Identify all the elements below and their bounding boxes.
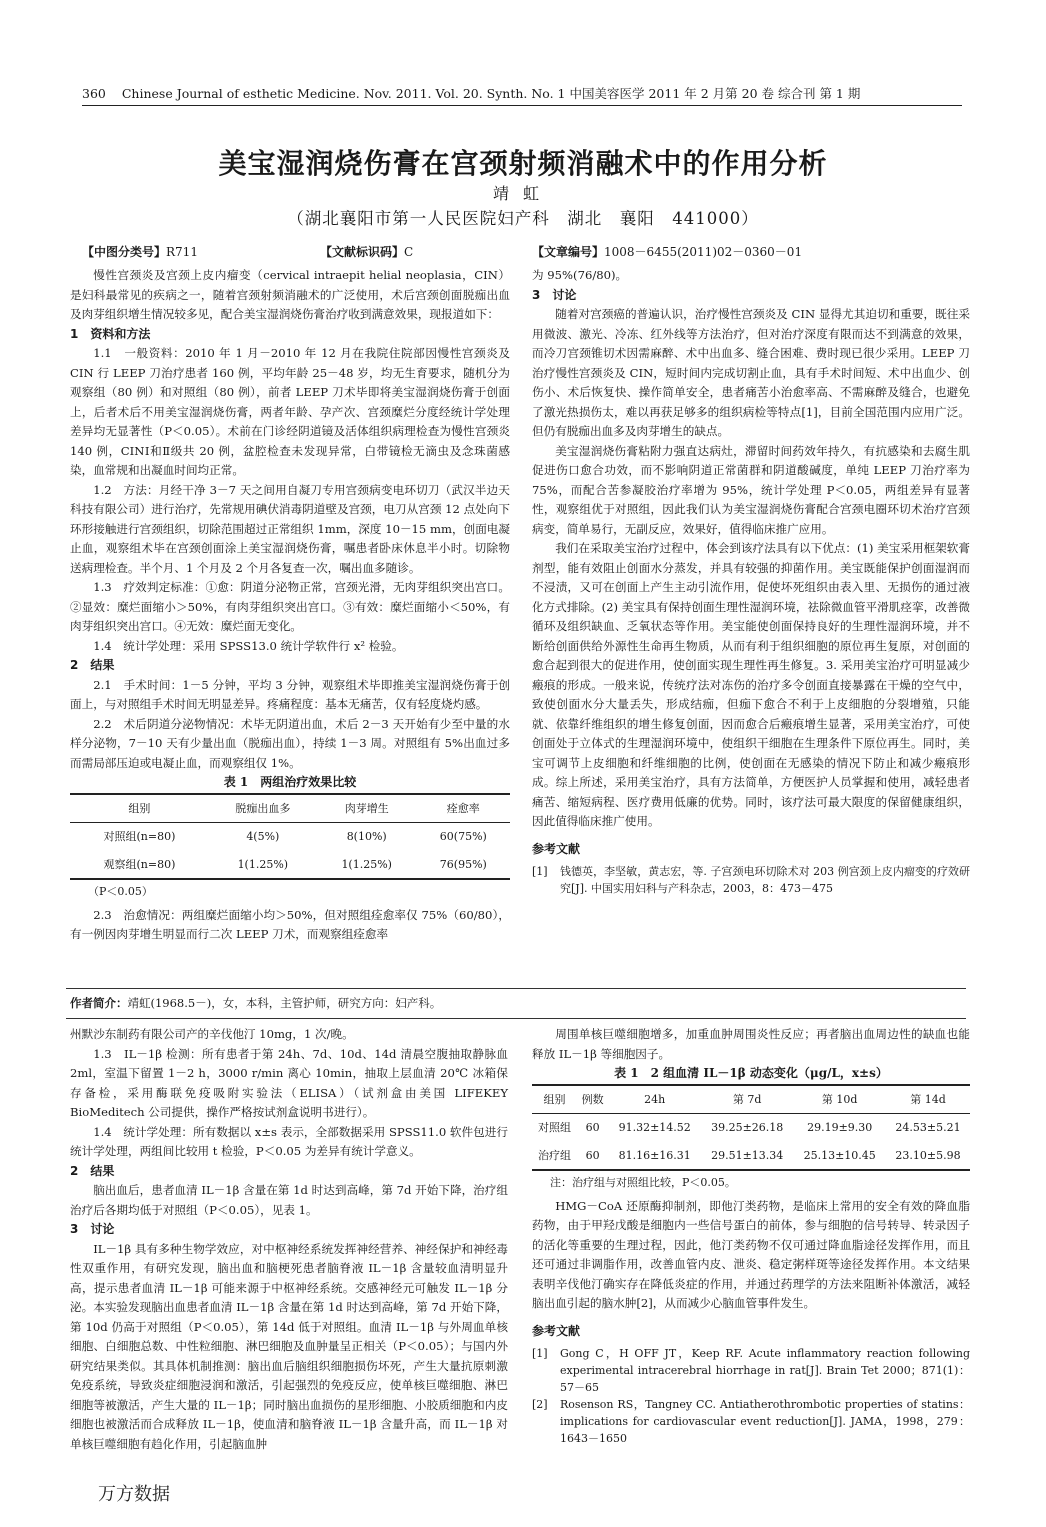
table-row: 治疗组 60 81.16±16.31 29.51±13.34 25.13±10.45 23.10±5.98 [532,1142,970,1171]
footnote-divider [66,988,966,989]
results-table [70,793,510,881]
table-header: 痊愈率 [446,801,480,815]
table-note: 注：治疗组与对照组比较，P＜0.05。 [550,1176,736,1189]
paragraph: 2.3 治愈情况：两组糜烂面缩小均＞50%，但对照组痊愈率仅 75%（60/80），有一例因肉芽增生明显而行二次 LEEP 刀术，而观察组痊愈率 [70,907,510,941]
article-divider [66,1018,966,1019]
reference-item: [1] 钱德英，李坚敏，黄志宏，等. 子宫颈电环切除术对 203 例宫颈上皮内瘤变的疗效研究[J]. 中国实用妇科与产科杂志，2003，8：473－475 [532,865,970,895]
paragraph: 美宝湿润烧伤膏粘附力强直达病灶，滞留时间药效年持久，有抗感染和去腐生肌促进伤口愈合功效，而不影响阴道正常菌群和阴道酸碱度，单纯 LEEP 刀治疗率为 75%，而配合苦参凝胶治疗率增为 95%，统计学处理 P＜0.05，两组差异有显著性，观察组优于对照组，因此我们认为美宝湿润烧伤膏配合宫颈电圈环切术治疗宫颈病变，简单易行，无副反应，效果好，值得临床推广应用。 [532,443,970,536]
reference-item: [2] Rosenson RS，Tangney CC. Antiatherothrombotic properties of statins：implications for cardiovascular event reduction[J]. JAMA，1998，279：1643－1650 [532,1398,970,1445]
lower-left-column [70,1025,508,1454]
paragraph: 我们在采取美宝治疗过程中，体会到该疗法具有以下优点：(1) 美宝采用框架软膏剂型，能有效阻止创面水分蒸发，并具有较强的抑菌作用。美宝既能保护创面湿润而不浸渍，又可在创面上产生主动引流作用，促使坏死组织由表入里、无损伤的通过液化方式排除。(2) 美宝具有保持创面生理性湿润环境，祛除微血管平滑肌痉挛，改善微循环及组织缺血、乏氧状态等作用。美宝能使创面保持良好的生理性湿润环境，并不断给创面供给外源性生命再生物质，从而有利于组织细胞的原位再生复原，对创面的愈合起到很大的促进作用，使创面实现生理性再生修复。3. 采用美宝治疗可明显减少瘢痕的形成。一般来说，传统疗法对冻伤的治疗多令创面直接暴露在干燥的空气中，致使创面水分大量丢失，形成结痂，但痂下愈合不利于上皮细胞的分裂增殖，只能就、依靠纤维组织的增生修复创面，因而愈合后瘢痕增生显著，采用美宝治疗，可使创面处于立体式的生理湿润环境中，使组织干细胞在生理条件下原位再生。同时，美宝可调节上皮细胞和纤维细胞的比例，使创面在无感染的情况下防止和减少瘢痕形成。综上所述，采用美宝治疗，具有方法简单，方便医护人员掌握和使用，减轻患者痛苦、缩短病程、医疗费用低廉的优势。同时，该疗法可最大限度的保留健康组织，因此值得临床推广使用。 [532,541,970,828]
table-header: 第 10d [821,1092,858,1106]
section-heading: 1 资料和方法 [70,326,151,341]
article-title: 美宝湿润烧伤膏在宫颈射频消融术中的作用分析 [218,147,828,180]
references-heading: 参考文献 [532,1323,581,1338]
paragraph: 1.3 IL－1β 检测：所有患者于第 24h、7d、10d、14d 清晨空腹抽取静脉血 2ml，室温下留置 1－2 h，3000 r/min 离心 10min，抽取上层血清 20℃ 冰箱保存备检，采用酶联免疫吸附实验法（ELISA）（试剂盒由美国 LIFEKEY BioMeditech 公司提供，操作严格按试剂盒说明书进行）。 [70,1046,508,1119]
table-header: 第 14d [910,1092,946,1106]
paragraph: 2.2 术后阴道分泌物情况：术毕无阴道出血，术后 2－3 天开始有少至中量的水样分泌物，7－10 天有少量出血（脱痂出血），持续 1－3 周。对照组有 5%出血过多而需局部压迫或电凝止血，而观察组仅 1%。 [70,716,510,770]
table-header: 第 7d [732,1092,762,1106]
table-row: 对照组(n=80) 4(5%) 8(10%) 60(75%) [103,830,487,843]
upper-left-column [70,266,510,945]
author-affiliation: （湖北襄阳市第一人民医院妇产科 湖北 襄阳 441000） [287,209,759,228]
table-row: 观察组(n=80) 1(1.25%) 1(1.25%) 76(95%) [70,851,510,880]
paragraph: 2.1 手术时间：1－5 分钟，平均 3 分钟，观察组术毕即推美宝湿润烧伤膏于创面上，与对照组手术时间无明显差异。疼痛程度：基本无痛苦，仅有轻度烧灼感。 [70,677,510,711]
table-header: 肉芽增生 [344,801,389,815]
document-code: 【文献标识码】C [320,245,414,259]
paragraph: 随着对宫颈癌的普遍认识，治疗慢性宫颈炎及 CIN 显得尤其迫切和重要，既往采用微波、激光、冷冻、红外线等方法治疗，但对治疗深度有限而达不到满意的效果，而冷刀宫颈锥切术因需麻醉、术中出血多、缝合困难、费时现已很少采用。LEEP 刀治疗慢性宫颈炎及 CIN，短时间内完成切割止血，具有手术时间短、术中出血少、创伤小、术后恢复快、操作简单安全，患者痛苦小治愈率高、不需麻醉及缝合，也避免了激光热损伤太，难以再获足够多的组织病检等特点[1]，目前全国范围内应用广泛。但仍有脱痂出血多及肉芽增生的缺点。 [532,307,970,438]
paragraph: 1.1 一般资料：2010 年 1 月－2010 年 12 月在我院住院部因慢性宫颈炎及 CIN 行 LEEP 刀治疗患者 160 例，平均年龄 25－48 岁，均无生育要求，随机分为观察组（80 例）和对照组（80 例），前者 LEEP 刀术毕即将美宝湿润烧伤膏于创面上，后者术后不用美宝湿润烧伤膏，两者年龄、孕产次、宫颈糜烂分度经统计学处理差异均无显著性（P＜0.05）。术前在门诊经阴道镜及活体组织病理检查为慢性宫颈炎 140 例，CINⅠ和Ⅱ级共 20 例，盆腔检查未发现异常，白带镜检无滴虫及念珠菌感染，血常规和出凝血时间均正常。 [70,346,510,477]
table-caption: 表 1 两组治疗效果比较 [223,775,357,789]
author-footnote: 作者简介：靖虹(1968.5－)，女，本科，主管护师，研究方向：妇产科。 [70,996,442,1010]
table-header: 组别 [543,1092,566,1106]
paragraph: 1.2 方法：月经干净 3－7 天之间用自凝刀专用宫颈病变电环切刀（武汉半边天科技有限公司）进行治疗，先常规用碘伏消毒阴道壁及宫颈，电刀从宫颈 12 点处向下环形接触进行宫颈组织，切除范围超过正常组织 1mm，深度 10－15 mm，创面电凝止血，观察组术毕在宫颈创面涂上美宝湿润烧伤膏，嘱患者卧床休息半小时。切除物送病理检查。半个月、1 个月及 2 个月各复查一次，嘱出血多随诊。 [70,482,510,575]
paragraph: IL－1β 具有多种生物学效应，对中枢神经系统发挥神经营养、神经保护和神经毒性双重作用，有研究发现，脑出血和脑梗死患者脑脊液 IL－1β 含量较血清明显升高，提示患者血清 IL－1β 可能来源于中枢神经系统。交感神经元可触发 IL－1β 分泌。本实验发现脑出血患者血清 IL－1β 含量在第 1d 时达到高峰，第 7d 开始下降，第 10d 仍高于对照组（P＜0.05），第 14d 低于对照组。血清 IL－1β 与外周血单核细胞、白细胞总数、中性粒细胞、淋巴细胞及血肿量呈正相关（P＜0.05）；与国内外研究结果类似。其具体机制推测：脑出血后脑组织细胞损伤坏死，产生大量抗原刺激免疫系统，导致炎症细胞浸润和激活，引起强烈的免疫反应，使单核巨噬细胞、淋巴细胞等被激活，产生大量的 IL－1β；同时脑出血损伤的星形细胞、小胶质细胞和内皮细胞也被激活而合成释放 IL－1β，使血清和脑脊液 IL－1β 含量升高，而 IL－1β 对单核巨噬细胞有趋化作用，引起脑血肿 [70,1241,508,1451]
references [532,1322,970,1448]
paragraph: 脑出血后，患者血清 IL－1β 含量在第 1d 时达到高峰，第 7d 开始下降，治疗组治疗后各期均低于对照组（P＜0.05），见表 1。 [70,1183,508,1217]
paragraph: 1.4 统计学处理：采用 SPSS13.0 统计学软件行 x² 检验。 [93,638,404,653]
reference-item: [1] Gong C，H OFF JT，Keep RF. Acute inflammatory reaction following experimental intracerebral hiorrhage in rat[J]. Brain Tet 2000；871(1)：57－65 [532,1347,970,1394]
wanfang-watermark: 万方数据 [98,1484,170,1505]
article-author: 靖虹 [492,184,553,203]
table-caption: 表 1 2 组血清 IL－1β 动态变化（μg/L，x±s） [614,1066,888,1080]
table-header: 脱痂出血多 [235,801,291,815]
section-heading: 2 结果 [70,658,115,672]
table-row: 对照组 60 91.32±14.52 39.25±26.18 29.19±9.30 24.53±5.21 [537,1121,961,1134]
references [532,840,970,898]
section-heading: 3 讨论 [532,287,577,302]
paragraph: 州默沙东制药有限公司产的辛伐他汀 10mg，1 次/晚。 [70,1027,354,1041]
journal-citation: Chinese Journal of esthetic Medicine. Nov. 2011. Vol. 20. Synth. No. 1 中国美容医学 2011 年 2 月第 20 卷 综合刊 第 1 期 [121,86,861,101]
lower-right-column [532,1025,970,1447]
table-header: 组别 [128,801,151,815]
article-number: 【文章编号】1008－6455(2011)02－0360－01 [532,245,803,259]
upper-right-column [532,266,970,897]
section-heading: 2 结果 [70,1163,115,1178]
references-heading: 参考文献 [532,841,581,856]
section-heading: 3 讨论 [70,1222,115,1236]
table-header: 24h [644,1092,666,1106]
table-header: 例数 [581,1092,604,1106]
paragraph: HMG－CoA 还原酶抑制剂，即他汀类药物，是临床上常用的安全有效的降血脂药物，由于甲羟戊酸是细胞内一些信号蛋白的前体，参与细胞的信号转导、转录因子的活化等重要的生理过程，因此，他汀类药物不仅可通过降血脂途径发挥作用，而且还可通过非调脂作用，改善血管内皮、泄炎、稳定粥样斑等途径发挥作用。本文结果表明辛伐他汀确实存在降低炎症的作用，并通过药理学的方法来阻断补体激活，减轻脑出血引起的脑水肿[2]，从而减少心脑血管事件发生。 [532,1198,970,1310]
paragraph: 为 95%(76/80)。 [532,268,628,282]
page-number: 360 [82,86,106,101]
il1b-table [532,1084,970,1172]
paragraph: 1.4 统计学处理：所有数据以 x±s 表示，全部数据采用 SPSS11.0 软件包进行统计学处理，两组间比较用 t 检验，P＜0.05 为差异有统计学意义。 [70,1124,508,1158]
running-header [82,84,962,106]
classification-number: 【中图分类号】R711 [82,245,198,259]
paragraph: 1.3 疗效判定标准：①愈：阴道分泌物正常，宫颈光滑，无肉芽组织突出宫口。②显效：糜烂面缩小＞50%，有肉芽组织突出宫口。③有效：糜烂面缩小＜50%，有肉芽组织突出宫口。④无效：糜烂面无变化。 [70,580,510,633]
table-note: （P＜0.05） [88,885,153,898]
paragraph: 周围单核巨噬细胞增多，加重血肿周围炎性反应；再者脑出血周边性的缺血也能释放 IL－1β 等细胞因子。 [532,1027,970,1061]
intro-paragraph: 慢性宫颈炎及宫颈上皮内瘤变（cervical intraepit helial neoplasia，CIN）是妇科最常见的疾病之一，随着宫颈射频消融术的广泛使用，术后宫颈创面脱痂出血及肉芽组织增生情况较多见，配合美宝湿润烧伤膏治疗收到满意效果，现报道如下： [70,268,510,321]
